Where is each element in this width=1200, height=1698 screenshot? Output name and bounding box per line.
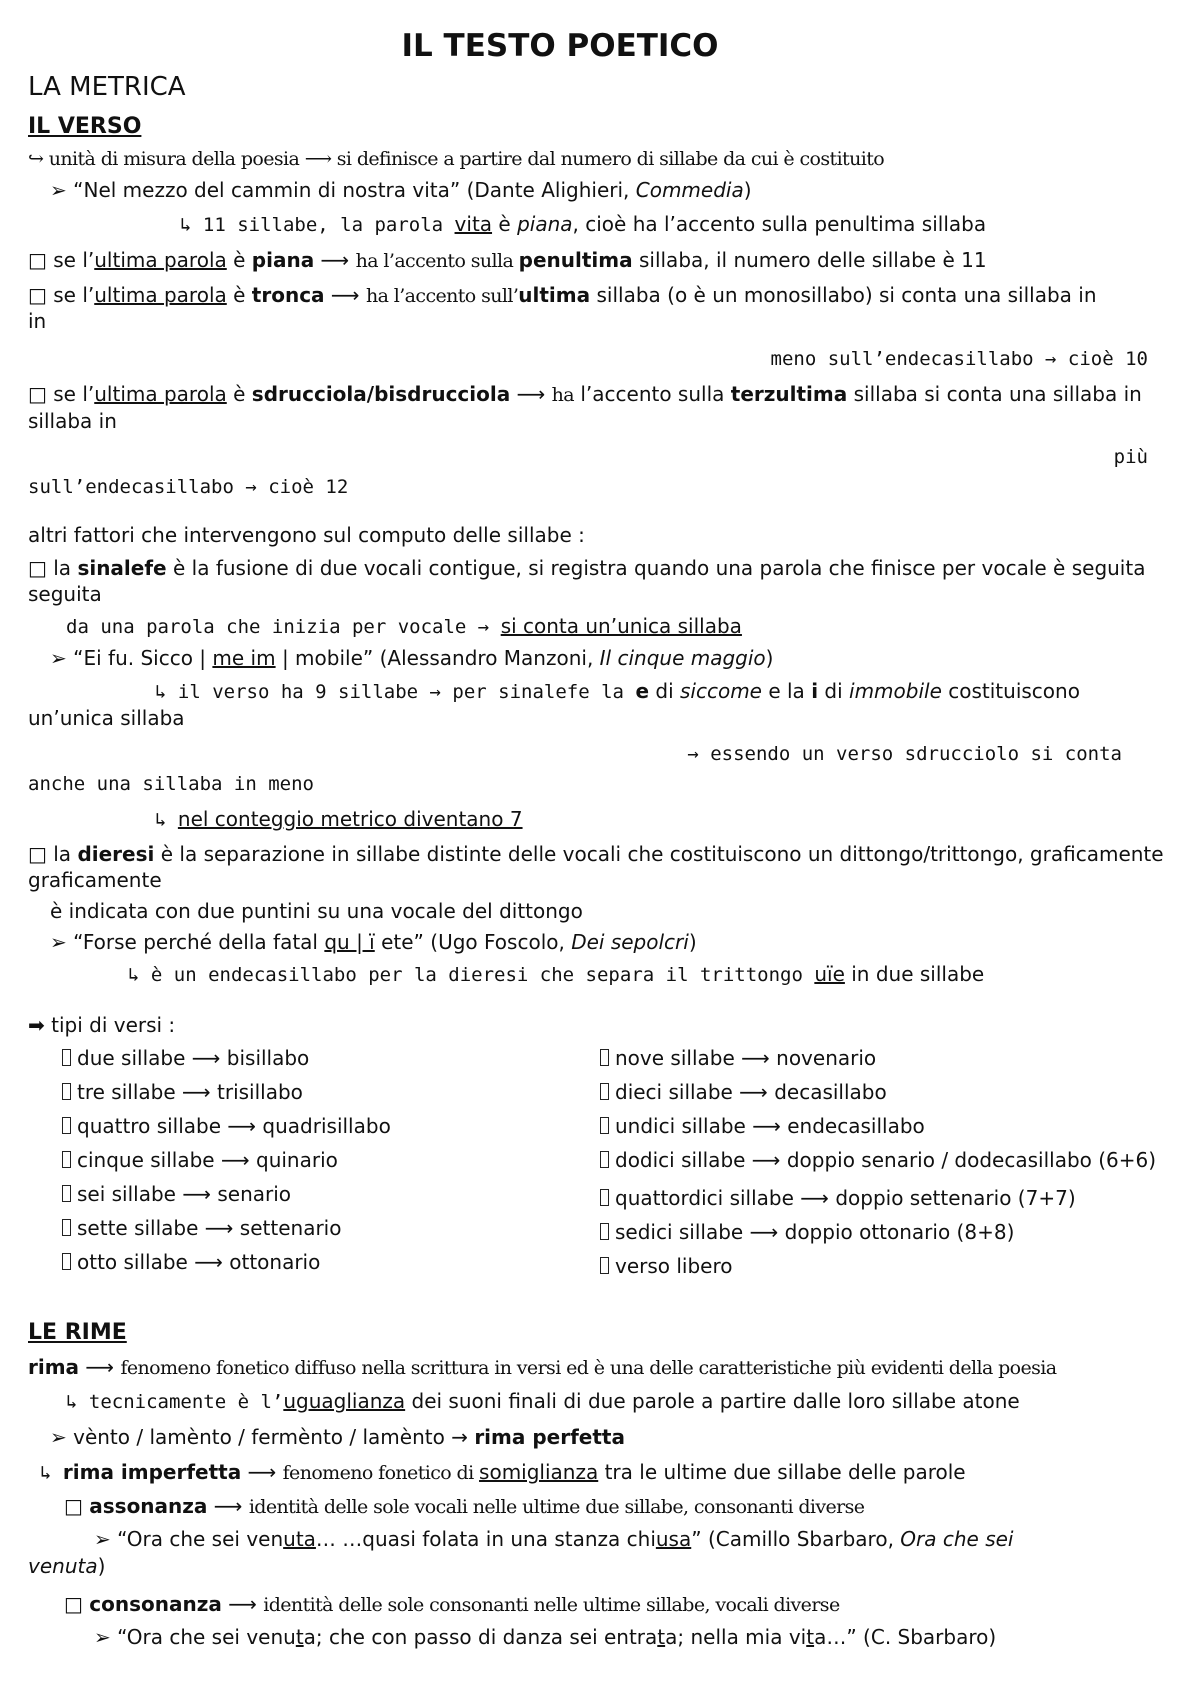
list-item: due sillabe ⟶ bisillabo [62, 1041, 622, 1075]
list-item: sette sillabe ⟶ settenario [62, 1211, 622, 1245]
checkbox-icon [62, 1151, 71, 1168]
rule-sinalefe: □ la sinalefe è la fusione di due vocali contigue, si registra quando una parola che finisce per vocale è seguita [28, 556, 1146, 580]
rima-definition: rima ⟶ fenomeno fonetico diffuso nella scrittura in versi ed è una delle caratteristiche più evidenti della poesia [28, 1355, 1057, 1379]
rule-dieresi: □ la dieresi è la separazione in sillabe distinte delle vocali che costituiscono un dittongo/trittongo, graficamente [28, 842, 1164, 866]
checkbox-icon [600, 1257, 609, 1274]
example-dante: ➢ “Nel mezzo del cammin di nostra vita” (Dante Alighieri, Commedia) [50, 178, 752, 202]
consonanza: □ consonanza ⟶ identità delle sole consonanti nelle ultime sillabe, vocali diverse [64, 1592, 840, 1616]
checkbox-icon [600, 1151, 609, 1168]
example-manzoni-note2-wrap: anche una sillaba in meno [28, 773, 314, 795]
checkbox-icon [62, 1083, 71, 1100]
assonanza: □ assonanza ⟶ identità delle sole vocali nelle ultime due sillabe, consonanti diverse [64, 1494, 865, 1518]
list-item: sedici sillabe ⟶ doppio ottonario (8+8) [600, 1215, 1160, 1249]
list-item: cinque sillabe ⟶ quinario [62, 1143, 622, 1177]
example-manzoni-note2: → essendo un verso sdrucciolo si conta [687, 743, 1122, 765]
rule-sinalefe-wrap: seguita [28, 582, 102, 606]
list-item: verso libero [600, 1249, 1160, 1283]
verso-heading: IL VERSO [28, 114, 142, 139]
rule-sdrucciola-cont2: sull’endecasillabo → cioè 12 [28, 476, 349, 498]
example-foscolo-note: ↳ è un endecasillabo per la dieresi che separa il trittongo uïe in due sillabe [128, 962, 985, 986]
rule-dieresi-cont: è indicata con due puntini su una vocale del dittongo [50, 899, 583, 923]
checkbox-icon [600, 1117, 609, 1134]
checkbox-icon [62, 1117, 71, 1134]
assonanza-example: ➢ “Ora che sei venuta… …quasi folata in una stanza chiusa” (Camillo Sbarbaro, Ora che sei [94, 1527, 1014, 1551]
rima-tecnicamente: ↳ tecnicamente è l’uguaglianza dei suoni finali di due parole a partire dalle loro sillabe atone [66, 1389, 1020, 1413]
list-item: dieci sillabe ⟶ decasillabo [600, 1075, 1160, 1109]
list-item: quattordici sillabe ⟶ doppio settenario (7+7) [600, 1181, 1160, 1215]
rule-sinalefe-cont: da una parola che inizia per vocale → si conta un’unica sillaba [66, 614, 742, 638]
rima-perfetta-example: ➢ vènto / lamènto / fermènto / lamènto → rima perfetta [50, 1425, 625, 1449]
rima-imperfetta: ↳ rima imperfetta ⟶ fenomeno fonetico di somiglianza tra le ultime due sillabe delle parole [40, 1460, 966, 1484]
rule-dieresi-wrap: graficamente [28, 868, 162, 892]
list-item: tre sillabe ⟶ trisillabo [62, 1075, 622, 1109]
list-item: quattro sillabe ⟶ quadrisillabo [62, 1109, 622, 1143]
altri-fattori: altri fattori che intervengono sul computo delle sillabe : [28, 523, 585, 547]
verso-definition: ↪ unità di misura della poesia ⟶ si definisce a partire dal numero di sillabe da cui è costituito [28, 148, 885, 170]
rule-tronca-cont: meno sull’endecasillabo → cioè 10 [770, 348, 1148, 370]
example-dante-note: ↳ 11 sillabe, la parola vita è piana, cioè ha l’accento sulla penultima sillaba [180, 212, 987, 236]
list-item: undici sillabe ⟶ endecasillabo [600, 1109, 1160, 1143]
rule-piana: □ se l’ultima parola è piana ⟶ ha l’accento sulla penultima sillaba, il numero delle sillabe è 11 [28, 248, 987, 272]
section-title: LA METRICA [28, 72, 186, 102]
page-title: IL TESTO POETICO [401, 28, 719, 64]
rime-heading: LE RIME [28, 1320, 127, 1345]
example-foscolo: ➢ “Forse perché della fatal qu | ï ete” (Ugo Foscolo, Dei sepolcri) [50, 930, 697, 954]
checkbox-icon [600, 1083, 609, 1100]
example-manzoni-note-wrap: un’unica sillaba [28, 706, 185, 730]
tipi-right-list [600, 1041, 1160, 1283]
example-manzoni-note3: ↳ nel conteggio metrico diventano 7 [155, 807, 523, 831]
checkbox-icon [62, 1253, 71, 1270]
rule-tronca-wrap: in [28, 309, 47, 333]
list-item: sei sillabe ⟶ senario [62, 1177, 622, 1211]
checkbox-icon [62, 1219, 71, 1236]
rule-sdrucciola-wrap: sillaba in [28, 409, 117, 433]
assonanza-example-wrap: venuta) [28, 1554, 106, 1578]
list-item: nove sillabe ⟶ novenario [600, 1041, 1160, 1075]
checkbox-icon [600, 1049, 609, 1066]
consonanza-example: ➢ “Ora che sei venuta; che con passo di danza sei entrata; nella mia vita…” (C. Sbarbaro) [94, 1625, 997, 1649]
example-manzoni-note: ↳ il verso ha 9 sillabe → per sinalefe la e di siccome e la i di immobile costituiscono [155, 679, 1080, 703]
list-item: otto sillabe ⟶ ottonario [62, 1245, 622, 1279]
tipi-heading: ➡ tipi di versi : [28, 1013, 176, 1037]
rule-tronca: □ se l’ultima parola è tronca ⟶ ha l’accento sull’ultima sillaba (o è un monosillabo) si conta una sillaba in [28, 283, 1097, 307]
rule-sdrucciola-cont1: più [1113, 446, 1148, 468]
checkbox-icon [62, 1185, 71, 1202]
checkbox-icon [62, 1049, 71, 1066]
example-manzoni: ➢ “Ei fu. Sicco | me im | mobile” (Alessandro Manzoni, Il cinque maggio) [50, 646, 774, 670]
rule-sdrucciola: □ se l’ultima parola è sdrucciola/bisdrucciola ⟶ ha l’accento sulla terzultima sillaba si conta una sillaba in [28, 382, 1142, 406]
checkbox-icon [600, 1223, 609, 1240]
checkbox-icon [600, 1189, 609, 1206]
tipi-left-list [62, 1041, 622, 1279]
list-item: dodici sillabe ⟶ doppio senario / dodecasillabo (6+6) [600, 1147, 1160, 1174]
